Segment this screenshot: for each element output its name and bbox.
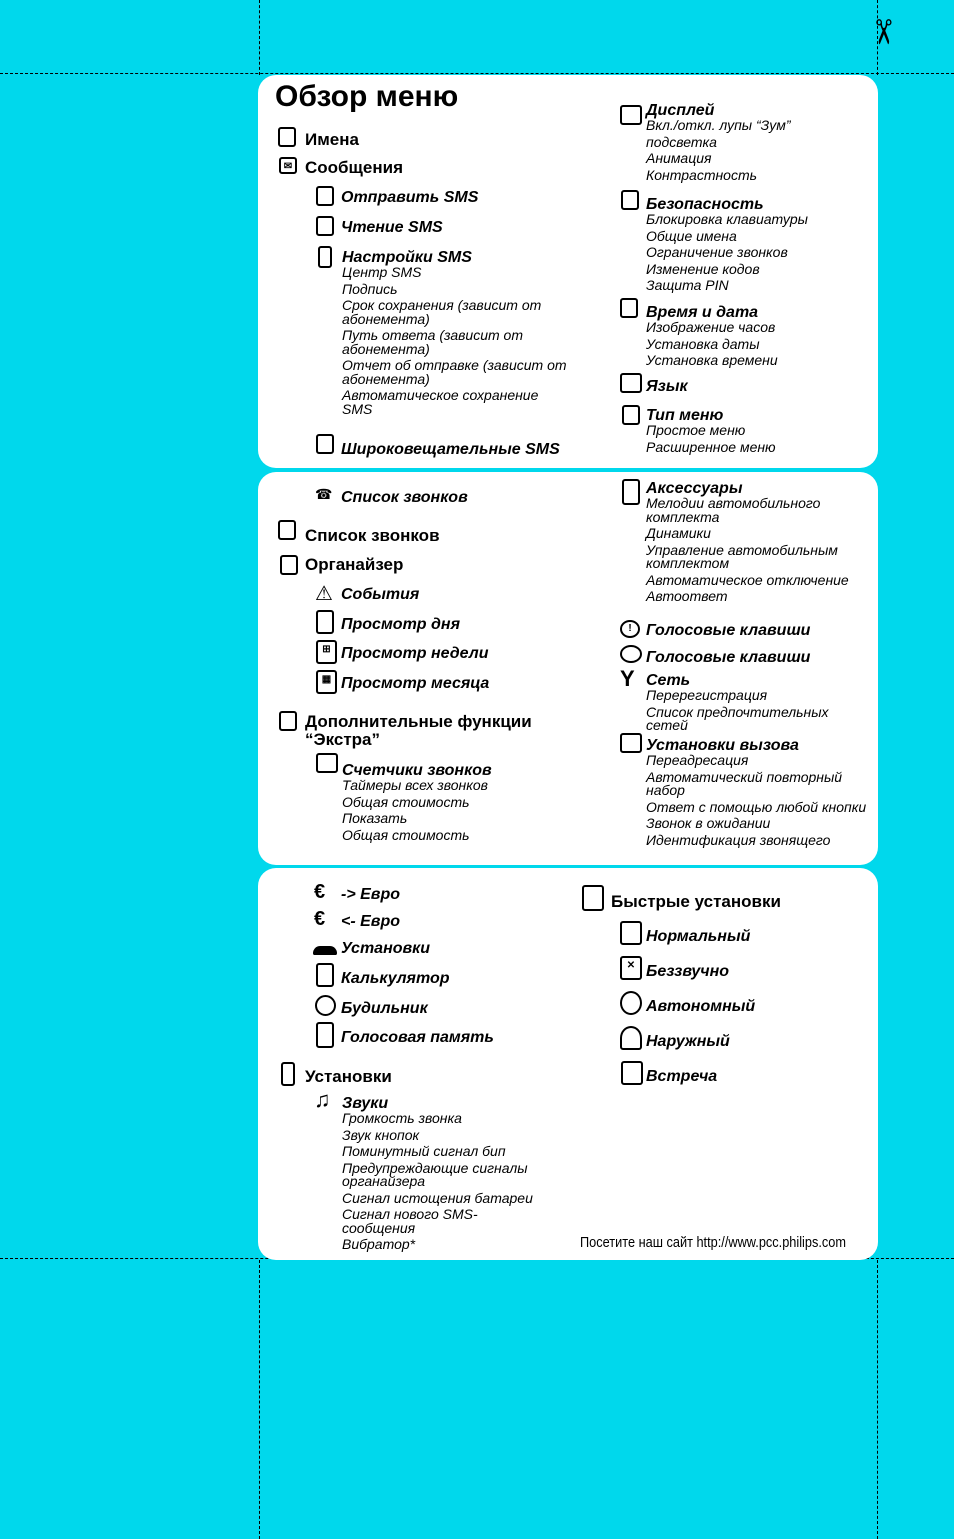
list-item: Сигнал нового SMS-сообщения: [342, 1206, 478, 1236]
list-item: Автоматическое сохранение SMS: [342, 387, 539, 417]
list-item: Установка даты: [646, 335, 760, 352]
menu-language: Язык: [646, 378, 688, 395]
outdoor-icon: [620, 1026, 642, 1050]
list-item: Сигнал истощения батареи: [342, 1189, 533, 1206]
counter-icon: [316, 753, 338, 773]
menu-alarm: Будильник: [341, 1000, 428, 1017]
time-group: [646, 304, 871, 371]
display-icon: [620, 105, 642, 125]
menu-send-sms: Отправить SMS: [341, 189, 479, 206]
list-item: Поминутный сигнал бип: [342, 1143, 506, 1159]
menu-extras: Дополнительные функции “Экстра”: [305, 712, 532, 749]
list-item: Контрастность: [646, 166, 757, 183]
calculator-icon: [316, 963, 334, 987]
menu-menu-type: Тип меню: [646, 407, 724, 424]
list-item: Перерегистрация: [646, 687, 768, 703]
list-item: Динамики: [646, 525, 711, 541]
security-icon: [621, 190, 639, 210]
menu-setup: Установки: [341, 940, 431, 957]
list-item: Расширенное меню: [646, 438, 776, 455]
list-item: Вкл./откл. лупы “Зум”: [646, 117, 791, 133]
list-item: Изображение часов: [646, 319, 776, 335]
menu-day-view: Просмотр дня: [341, 616, 460, 633]
list-item: Громкость звонка: [342, 1110, 462, 1126]
names-icon: [278, 127, 296, 147]
list-item: Ограничение звонков: [646, 244, 788, 260]
voice-key-icon: !: [620, 620, 640, 638]
menu-security: Безопасность: [646, 196, 764, 213]
menu-sounds: Звуки: [342, 1095, 389, 1112]
menu-voice-keys-2: Голосовые клавиши: [646, 649, 811, 666]
page-title: Обзор меню: [275, 80, 459, 113]
menu-messages: Сообщения: [305, 158, 403, 177]
menu-normal: Нормальный: [646, 928, 751, 945]
list-item: Установка времени: [646, 352, 778, 368]
list-item: Общие имена: [646, 227, 737, 244]
meeting-icon: [621, 1061, 643, 1085]
euro-icon: €: [314, 908, 326, 930]
list-item: Мелодии автомобильного комплекта: [646, 495, 821, 525]
list-item: Показать: [342, 810, 408, 826]
phone-icon: ☎: [315, 486, 333, 502]
week-view-icon: ⊞: [316, 640, 337, 664]
menu-call-list: Список звонков: [305, 526, 440, 545]
menu-calculator: Калькулятор: [341, 970, 450, 987]
menu-week-view: Просмотр недели: [341, 645, 489, 662]
voice-dial-icon: [620, 645, 642, 663]
menu-network: Сеть: [646, 672, 691, 689]
list-item: Анимация: [646, 150, 712, 166]
menu-accessories: Аксессуары: [646, 480, 743, 497]
list-item: Простое меню: [646, 422, 746, 438]
broadcast-icon: [316, 434, 334, 454]
list-item: Автоматический повторный набор: [646, 768, 843, 798]
cut-line-top: [0, 73, 954, 74]
website-footer: Посетите наш сайт http://www.pcc.philips.com: [580, 1234, 846, 1251]
envelope-icon: ✉: [279, 157, 297, 174]
wrench-icon: [281, 1062, 295, 1086]
normal-profile-icon: [620, 921, 642, 945]
menu-settings: Установки: [305, 1067, 392, 1086]
menu-names: Имена: [305, 130, 359, 149]
list-item: Центр SMS: [342, 264, 422, 280]
setup-icon: [313, 946, 337, 955]
menu-display: Дисплей: [646, 102, 715, 119]
silent-icon: ✕: [620, 956, 642, 980]
menu-type-group: [646, 407, 871, 457]
menu-autonomous: Автономный: [646, 998, 756, 1015]
menu-from-euro: <- Евро: [341, 913, 400, 930]
sms-settings-group: [342, 249, 570, 419]
music-note-icon: ♫: [314, 1087, 331, 1112]
organizer-icon: [280, 555, 298, 575]
menu-call-list-sub: Список звонков: [341, 489, 468, 506]
list-item: Таймеры всех звонков: [342, 777, 488, 793]
scissors-icon: ✂: [863, 17, 902, 47]
list-item: Путь ответа (зависит от абонемента): [342, 327, 523, 357]
accessories-group: [646, 480, 871, 607]
list-item: Общая стоимость: [342, 826, 470, 843]
menu-outdoor: Наружный: [646, 1033, 730, 1050]
menu-sms-settings: Настройки SMS: [342, 249, 472, 266]
list-item: Ответ с помощью любой кнопки: [646, 798, 867, 815]
list-item: Идентификация звонящего: [646, 831, 831, 848]
security-group: [646, 196, 871, 296]
day-view-icon: [316, 610, 334, 634]
language-icon: [620, 373, 642, 393]
menu-voice-keys-1: Голосовые клавиши: [646, 622, 811, 639]
fold-line: [877, 1260, 878, 1539]
list-item: Общая стоимость: [342, 793, 470, 810]
fold-line: [259, 1260, 260, 1539]
list-item: подсветка: [646, 133, 717, 150]
send-sms-icon: [316, 186, 334, 206]
wrench-icon: [318, 246, 332, 268]
menu-call-counters: Счетчики звонков: [342, 762, 492, 779]
month-view-icon: ▦: [316, 670, 337, 694]
list-item: Вибратор*: [342, 1236, 416, 1252]
sounds-group: [342, 1095, 567, 1255]
list-item: Звонок в ожидании: [646, 815, 771, 831]
list-item: Изменение кодов: [646, 260, 760, 277]
menu-events: События: [341, 586, 420, 603]
list-item: Автоответ: [646, 588, 728, 604]
menu-silent: Беззвучно: [646, 963, 730, 980]
counters-group: [342, 762, 567, 845]
menu-call-settings: Установки вызова: [646, 737, 799, 754]
menu-read-sms: Чтение SMS: [341, 219, 443, 236]
list-item: Список предпочтительных сетей: [646, 703, 829, 733]
list-item: Звук кнопок: [342, 1126, 420, 1143]
list-item: Автоматическое отключение: [646, 571, 849, 588]
menu-quick-settings: Быстрые установки: [611, 892, 781, 911]
list-item: Переадресация: [646, 752, 749, 768]
list-item: Защита PIN: [646, 277, 729, 293]
menu-type-icon: [622, 405, 640, 425]
display-group: [646, 102, 871, 185]
list-item: Управление автомобильным комплектом: [646, 541, 838, 571]
clock-icon: [620, 298, 638, 318]
euro-icon: €: [314, 881, 326, 903]
menu-month-view: Просмотр месяца: [341, 675, 490, 692]
voice-memo-icon: [316, 1022, 334, 1048]
menu-meeting: Встреча: [646, 1068, 718, 1085]
call-settings-group: [646, 737, 874, 850]
list-item: Предупреждающие сигналы органайзера: [342, 1159, 528, 1189]
antenna-icon: Y: [620, 666, 635, 691]
extras-icon: [279, 711, 297, 731]
alarm-clock-icon: [315, 995, 336, 1016]
list-item: Отчет об отправке (зависит от абонемента): [342, 357, 567, 387]
accessories-icon: [622, 479, 640, 505]
list-item: Блокировка клавиатуры: [646, 211, 808, 227]
menu-voice-memo: Голосовая память: [341, 1029, 494, 1046]
fold-line: [259, 0, 260, 75]
list-item: Подпись: [342, 280, 398, 297]
network-group: [646, 672, 871, 736]
call-list-icon: [278, 520, 296, 540]
menu-time-date: Время и дата: [646, 304, 759, 321]
quick-settings-icon: [582, 885, 604, 911]
menu-broadcast-sms: Широковещательные SMS: [341, 441, 560, 458]
read-sms-icon: [316, 216, 334, 236]
autonomous-icon: [620, 991, 642, 1015]
list-item: Срок сохранения (зависит от абонемента): [342, 297, 542, 327]
menu-organizer: Органайзер: [305, 555, 404, 574]
menu-to-euro: -> Евро: [341, 886, 400, 903]
warning-icon: ⚠: [315, 583, 333, 605]
call-settings-icon: [620, 733, 642, 753]
